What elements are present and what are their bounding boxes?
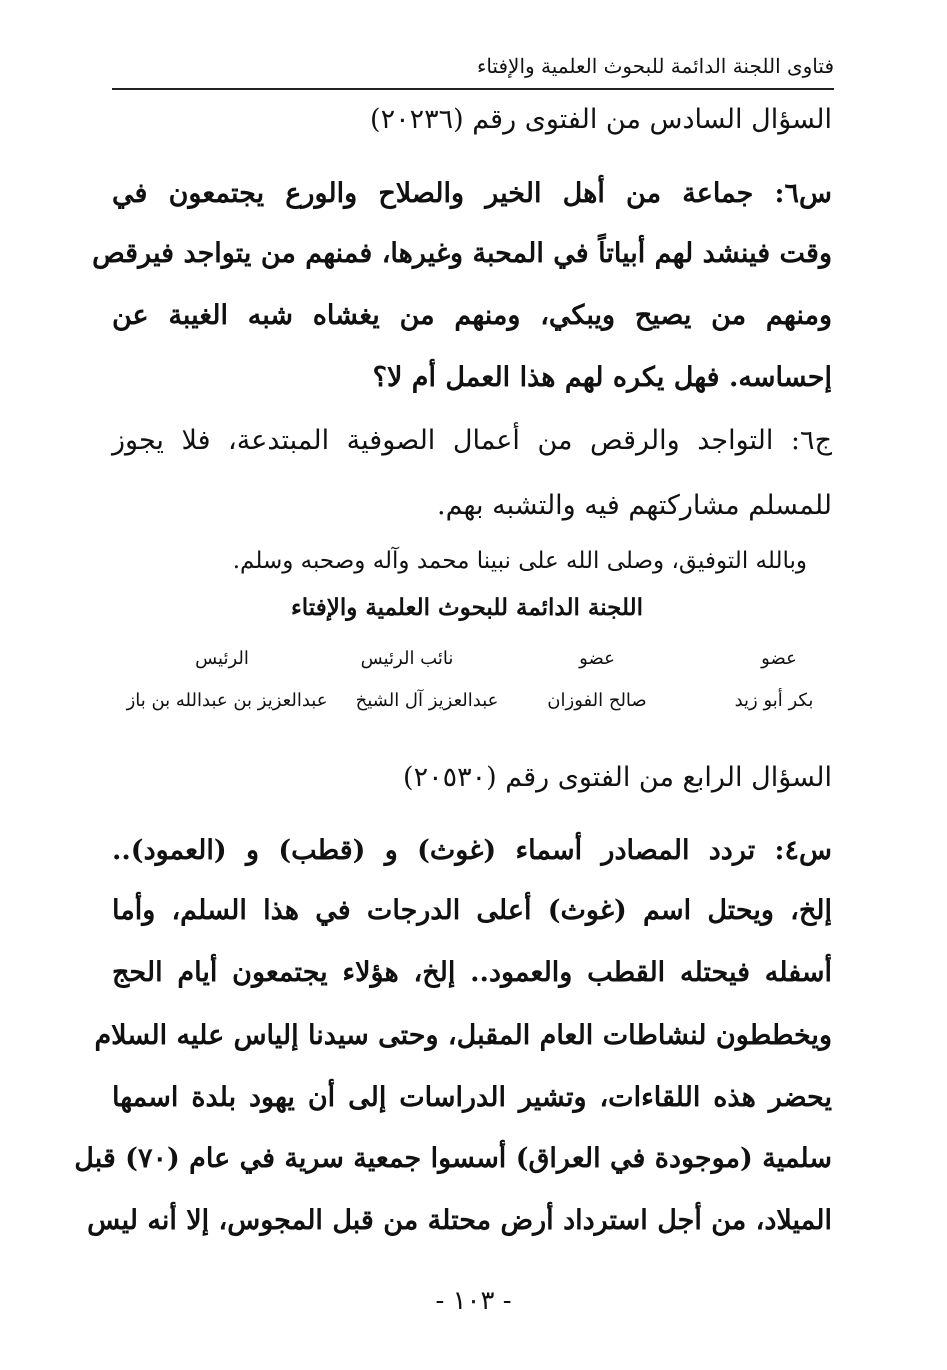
question-2-line-4: ويخططون لنشاطات العام المقبل، وحتى سيدنا إلياس عليه السلام	[94, 1020, 832, 1051]
question-2-line-3: أسفله فيحتله القطب والعمود.. إلخ، هؤلاء يجتمعون أيام الحج	[112, 957, 832, 988]
signatory-role: نائب الرئيس	[360, 648, 454, 669]
question-1-line-4: إحساسه. فهل يكره لهم هذا العمل أم لا؟	[372, 362, 832, 393]
question-1-line-1: س٦: جماعة من أهل الخير والصلاح والورع يجتمعون في	[112, 178, 832, 209]
running-title: فتاوى اللجنة الدائمة للبحوث العلمية والإفتاء	[469, 54, 834, 78]
signatory-role: الرئيس	[195, 648, 249, 669]
question-2-line-2: إلخ، ويحتل اسم (غوث) أعلى الدرجات في هذا السلم، وأما	[112, 895, 832, 926]
question-2-line-5: يحضر هذه اللقاءات، وتشير الدراسات إلى أن يهود بلدة اسمها	[112, 1082, 832, 1113]
question-2-line-1: س٤: تردد المصادر أسماء (غوث) و (قطب) و (العمود)..	[112, 835, 832, 866]
signatory-name: عبدالعزيز بن عبدالله بن باز	[126, 690, 328, 711]
committee-name: اللجنة الدائمة للبحوث العلمية والإفتاء	[290, 594, 644, 621]
fatwa-title-2: السؤال الرابع من الفتوى رقم (٢٠٥٣٠)	[403, 762, 832, 793]
fatwa-title-1: السؤال السادس من الفتوى رقم (٢٠٢٣٦)	[370, 104, 832, 135]
running-header	[112, 54, 834, 90]
answer-1-line-1: ج٦: التواجد والرقص من أعمال الصوفية المبتدعة، فلا يجوز	[112, 425, 832, 456]
question-1-line-2: وقت فينشد لهم أبياتاً في المحبة وغيرها، فمنهم من يتواجد فيرقص	[92, 238, 832, 269]
signatory-name: بكر أبو زيد	[734, 690, 814, 711]
question-1-line-3: ومنهم من يصيح ويبكي، ومنهم من يغشاه شبه الغيبة عن	[112, 300, 832, 331]
question-2-line-7: الميلاد، من أجل استرداد أرض محتلة من قبل المجوس، إلا أنه ليس	[87, 1205, 832, 1236]
answer-1-line-2: للمسلم مشاركتهم فيه والتشبه بهم.	[437, 490, 832, 521]
question-2-line-6: سلمية (موجودة في العراق) أسسوا جمعية سرية في عام (٧٠) قبل	[74, 1143, 832, 1174]
closing-formula: وبالله التوفيق، وصلى الله على نبينا محمد وآله وصحبه وسلم.	[232, 548, 807, 574]
signatory-role: عضو	[579, 648, 615, 669]
signatory-role: عضو	[761, 648, 797, 669]
signatory-name: صالح الفوزان	[547, 690, 647, 711]
signatory-name: عبدالعزيز آل الشيخ	[355, 690, 499, 711]
page-number: - ١٠٣ -	[435, 1286, 512, 1316]
